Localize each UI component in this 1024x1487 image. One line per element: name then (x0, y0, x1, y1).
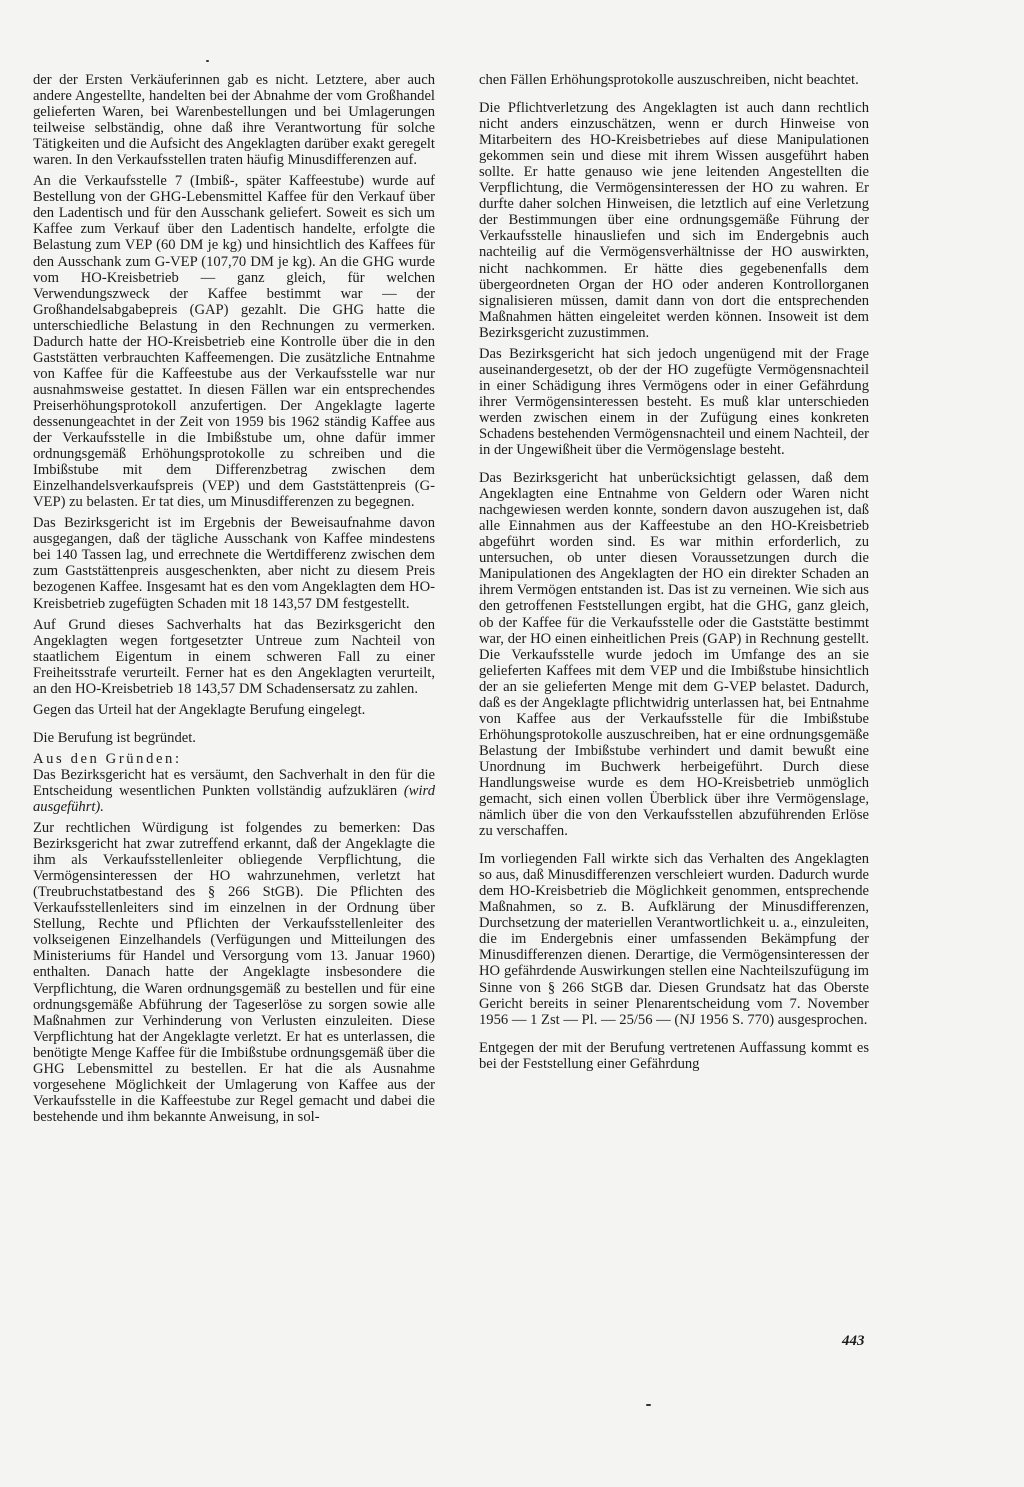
paragraph: chen Fällen Erhöhungsprotokolle auszuschreiben, nicht beachtet. (479, 72, 859, 88)
paragraph: Zur rechtlichen Würdigung ist folgendes zu bemerken: Das Bezirksgericht hat zwar zutreffend erkannt, daß der Angeklagte die ihm als Verkaufsstellenleiter obliegende Verpflichtung, die Vermögensinteressen der HO wahrzunehmen, verletzt hat (Treubruchstatbestand des § 266 StGB). Die Pflichten des Verkaufsstellenleiters sind im einzelnen in der Ordnung über Stellung, Rechte und Pflichten der Verkaufsstellenleiter des volkseigenen Einzelhandels (Verfügungen und Mitteilungen des Ministeriums für Handel und Versorgung vom 13. Januar 1960) enthalten. Danach hatte der Angeklagte insbesondere die Verpflichtung, die Waren ordnungsgemäß zu bestellen und für eine ordnungsgemäße Abführung der Tageserlöse zu sorgen sowie alle Maßnahmen zur Verhinderung von Verlusten einzuleiten. Diese Verpflichtung hat der Angeklagte verletzt. Er hat es unterlassen, die benötigte Menge Kaffee für die Imbißstube ordnungsgemäß über die GHG Lebensmittel zu bestellen. Er hat die als Ausnahme vorgesehene Möglichkeit der Umlagerung von Kaffee aus der Verkaufsstelle in die Kaffeestube zur Regel gemacht und dabei die bestehende und ihm bekannte Anweisung, in sol- (33, 820, 435, 1125)
paragraph: Das Bezirksgericht ist im Ergebnis der Beweisaufnahme davon ausgegangen, daß der tägliche Ausschank von Kaffee mindestens bei 140 Tassen lag, und errechnete die Wertdifferenz zwischen dem zum Gaststättenpreis ausgeschenkten, aber nicht zu diesem Preis bezogenen Kaffee. Insgesamt hat es den vom Angeklagten dem HO-Kreisbetrieb zugefügten Schaden mit 18 143,57 DM festgestellt. (33, 515, 435, 612)
paragraph: Das Bezirksgericht hat sich jedoch ungenügend mit der Frage auseinandergesetzt, ob der der HO zugefügte Vermögensnachteil in einer Schädigung ihres Vermögens oder in einer Gefährdung ihrer Vermögensinteressen besteht. Es muß klar unterschieden werden zwischen einem in der Zufügung eines konkreten Schadens bestehenden Vermögensnachteil und einem Nachteil, der in der Ungewißheit über die Vermögenslage besteht. (479, 345, 869, 459)
paragraph (33, 767, 435, 815)
section-heading: Aus den Gründen: (33, 750, 182, 767)
left-text-column (33, 72, 435, 1130)
scan-speck (646, 1404, 651, 1406)
paragraph-main: Das Bezirksgericht hat es versäumt, den Sachverhalt in den für die Entscheidung wesentlichen Punkten vollständig aufzuklären (33, 766, 435, 799)
paragraph: der der Ersten Verkäuferinnen gab es nicht. Letztere, aber auch andere Angestellte, handelten bei der Abnahme der vom Großhandel gelieferten Waren, bei Warenbestellungen und bei Umlagerungen teilweise selbständig, ohne daß ihre Verantwortung für solche Tätigkeiten und die Aufsicht des Angeklagten darüber exakt geregelt waren. In den Verkaufsstellen traten häufig Minusdifferenzen auf. (33, 72, 435, 169)
paragraph: Im vorliegenden Fall wirkte sich das Verhalten des Angeklagten so aus, daß Minusdifferenzen verschleiert wurden. Dadurch wurde dem HO-Kreisbetrieb die Möglichkeit genommen, entsprechende Maßnahmen, so z. B. Aufklärung der Minusdifferenzen, Durchsetzung der materiellen Verantwortlichkeit u. a., einzuleiten, die im Endergebnis einer umfassenden Bekämpfung der Minusdifferenzen dienen. Derartige, die Vermögensinteressen der HO gefährdende Auswirkungen stellen eine Nachteilszufügung im Sinne von § 266 StGB dar. Diesen Grundsatz hat das Oberste Gericht bereits in seiner Plenarentscheidung vom 7. November 1956 — 1 Zst — Pl. — 25/56 — (NJ 1956 S. 770) ausgesprochen. (479, 851, 869, 1028)
omission-note: (wird ausgeführt). (33, 782, 435, 816)
paragraph: Die Pflichtverletzung des Angeklagten ist auch dann rechtlich nicht anders einzuschätzen, wenn er durch Hinweise von Mitarbeitern des HO-Kreisbetriebes auf diese Manipulationen gekommen sein und diese mit ihrem Wissen ausgeführt haben sollte. Er hatte genauso wie jene leitenden Angestellten die Verpflichtung, die Vermögensinteressen der HO zu wahren. Er durfte daher solchen Hinweisen, die letztlich auf eine Verletzung der Bestimmungen über eine ordnungsgemäße Führung der Verkaufsstelle hinausliefen und sich im Endergebnis auch nachteilig auf die Vermögensverhältnisse der HO auswirkten, nicht nachkommen. Er hätte dies gegebenenfalls dem übergeordneten Organ der HO oder anderen Kontrollorganen signalisieren müssen, damit dann von dort die entsprechenden Maßnahmen hätten eingeleitet werden können. Insoweit ist dem Bezirksgericht zuzustimmen. (479, 100, 869, 341)
paragraph: Entgegen der mit der Berufung vertretenen Auffassung kommt es bei der Feststellung einer Gefährdung (479, 1039, 869, 1072)
right-text-column (479, 72, 869, 1077)
paragraph: Auf Grund dieses Sachverhalts hat das Bezirksgericht den Angeklagten wegen fortgesetzter Untreue zum Nachteil von staatlichem Eigentum in einem schweren Fall zu einer Freiheitsstrafe verurteilt. Ferner hat es den Angeklagten verurteilt, an den HO-Kreisbetrieb 18 143,57 DM Schadensersatz zu zahlen. (33, 616, 435, 697)
page-number: 443 (842, 1333, 865, 1349)
paragraph: An die Verkaufsstelle 7 (Imbiß-, später Kaffeestube) wurde auf Bestellung von der GHG-Lebensmittel Kaffee für den Verkauf über den Ladentisch und für den Ausschank geliefert. Soweit es sich um Kaffee zum Verkauf über den Ladentisch handelte, erfolgte die Belastung zum VEP (60 DM je kg) und hinsichtlich des Kaffees für den Ausschank zum G-VEP (107,70 DM je kg). An die GHG wurde vom HO-Kreisbetrieb — ganz gleich, für welchen Verwendungszweck der Kaffee bestimmt war — der Großhandelsabgabepreis (GAP) gezahlt. Die GHG hatte die unterschiedliche Belastung in den Rechnungen zu vermerken. Dadurch hatte der HO-Kreisbetrieb eine Kontrolle über die in den Gaststätten verbrauchten Kaffeemengen. Die zusätzliche Entnahme von Kaffee für die Kaffeestube aus der Verkaufsstelle war nur ausnahmsweise gestattet. In diesen Fällen war ein entsprechendes Preiserhöhungsprotokoll anzufertigen. Der Angeklagte lagerte dessenungeachtet in der Zeit von 1959 bis 1962 ständig Kaffee aus der Verkaufsstelle in die Imbißstube um, ohne dafür immer ordnungsgemäß Erhöhungsprotokolle zu schreiben und die Imbißstube mit dem Differenzbetrag zwischen dem Einzelhandelsverkaufspreis (VEP) und dem Gaststättenpreis (G-VEP) zu belasten. Er tat dies, um Minusdifferenzen zu begegnen. (33, 173, 435, 511)
scan-speck (206, 60, 209, 62)
paragraph: Das Bezirksgericht hat unberücksichtigt gelassen, daß dem Angeklagten eine Entnahme von Geldern oder Waren nicht nachgewiesen werden konnte, sondern davon auszugehen ist, daß alle Einnahmen aus der Kaffeestube an den HO-Kreisbetrieb abgeführt worden sind. Es war mithin erforderlich, zu untersuchen, ob unter diesen Voraussetzungen durch die Manipulationen des Angeklagten der HO ein direkter Schaden an ihrem Vermögen entstanden ist. Das ist zu verneinen. Wie sich aus den getroffenen Feststellungen ergibt, hat die GHG, ganz gleich, ob der Kaffee für die Verkaufsstelle oder die Gaststätte bestimmt war, der HO einen einheitlichen Preis (GAP) in Rechnung gestellt. Die Verkaufsstelle wurde jedoch im Umfange des an sie gelieferten Kaffees mit dem VEP und die Imbißstube hinsichtlich der an sie gelieferten Menge mit dem G-VEP belastet. Dadurch, daß es der Angeklagte pflichtwidrig unterlassen hat, bei Entnahme von Kaffee aus der Verkaufsstelle für die Imbißstube Erhöhungsprotokolle auszuschreiben, hat er eine ordnungsgemäße Belastung der Imbißstube verhindert und damit bewußt eine Unordnung im Buchwerk herbeigeführt. Durch diese Handlungsweise wurde es dem HO-Kreisbetrieb unmöglich gemacht, sich einen vollen Überblick über ihre Vermögenslage, nämlich über die von den Verkaufsstellen abzuführenden Erlöse zu verschaffen. (479, 470, 869, 840)
paragraph: Gegen das Urteil hat der Angeklagte Berufung eingelegt. (33, 701, 366, 718)
paragraph: Die Berufung ist begründet. (33, 729, 196, 746)
